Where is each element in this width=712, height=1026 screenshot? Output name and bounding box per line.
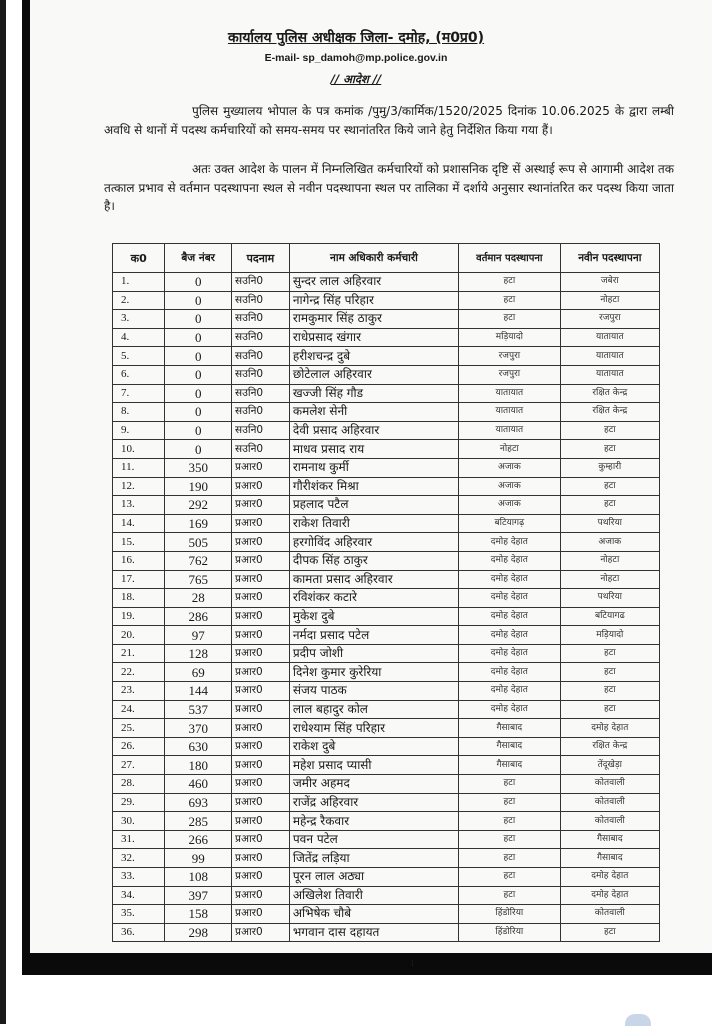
cell-new-posting: यातायात	[560, 328, 659, 347]
cell-current-posting: दमोह देहात	[459, 607, 561, 626]
cell-post: प्रआर0	[232, 644, 290, 663]
cell-post: प्रआर0	[232, 868, 290, 887]
paragraph-order	[104, 160, 674, 216]
cell-current-posting: अजाक	[459, 458, 561, 477]
cell-name: संजय पाठक	[289, 682, 458, 701]
cell-badge-number: 0	[165, 273, 232, 292]
cell-post: सउनि0	[232, 365, 290, 384]
cell-new-posting: रक्षित केन्द्र	[560, 737, 659, 756]
cell-serial: 22.	[113, 663, 165, 682]
cell-post: प्रआर0	[232, 737, 290, 756]
cell-current-posting: रजपुरा	[459, 347, 561, 366]
overlay-button-fragment	[625, 1014, 651, 1026]
left-dark-edge	[0, 0, 6, 1024]
cell-name: सुन्दर लाल अहिरवार	[289, 273, 458, 292]
cell-current-posting: अजाक	[459, 477, 561, 496]
cell-current-posting: हिंडोरिया	[459, 905, 561, 924]
cell-name: नागेन्द्र सिंह परिहार	[289, 291, 458, 310]
table-row	[113, 830, 660, 849]
header-new-posting: नवीन पदस्थापना	[560, 244, 659, 273]
table-row	[113, 719, 660, 738]
cell-badge-number: 0	[165, 440, 232, 459]
table-row	[113, 421, 660, 440]
cell-serial: 5.	[113, 347, 165, 366]
table-row	[113, 793, 660, 812]
table-row	[113, 328, 660, 347]
cell-serial: 10.	[113, 440, 165, 459]
cell-name: महेन्द्र रैकवार	[289, 812, 458, 831]
table-row	[113, 607, 660, 626]
header-serial: क0	[113, 244, 165, 273]
cell-serial: 24.	[113, 700, 165, 719]
office-email: E-mail- sp_damoh@mp.police.gov.in	[264, 52, 448, 64]
cell-badge-number: 292	[165, 496, 232, 515]
cell-badge-number: 0	[165, 310, 232, 329]
table-row	[113, 310, 660, 329]
cell-new-posting: गैसाबाद	[560, 830, 659, 849]
cell-badge-number: 762	[165, 551, 232, 570]
cell-current-posting: दमोह देहात	[459, 682, 561, 701]
cell-post: प्रआर0	[232, 849, 290, 868]
cell-new-posting: हटा	[560, 923, 659, 942]
cell-badge-number: 128	[165, 644, 232, 663]
table-row	[113, 626, 660, 645]
cell-badge-number: 0	[165, 328, 232, 347]
cell-name: कामता प्रसाद अहिरवार	[289, 570, 458, 589]
cell-badge-number: 99	[165, 849, 232, 868]
cell-serial: 27.	[113, 756, 165, 775]
cell-serial: 4.	[113, 328, 165, 347]
cell-new-posting: नोहटा	[560, 551, 659, 570]
cell-serial: 35.	[113, 905, 165, 924]
cell-new-posting: अजाक	[560, 533, 659, 552]
cell-post: प्रआर0	[232, 700, 290, 719]
header-post: पदनाम	[232, 244, 290, 273]
header-badge-number: बैज नंबर	[165, 244, 232, 273]
cell-name: रामकुमार सिंह ठाकुर	[289, 310, 458, 329]
cell-current-posting: दमोह देहात	[459, 663, 561, 682]
cell-current-posting: दमोह देहात	[459, 533, 561, 552]
cell-post: प्रआर0	[232, 477, 290, 496]
cell-badge-number: 0	[165, 291, 232, 310]
cell-new-posting: दमोह देहात	[560, 868, 659, 887]
cell-name: महेश प्रसाद प्यासी	[289, 756, 458, 775]
cell-badge-number: 630	[165, 737, 232, 756]
order-title: // आदेश //	[330, 72, 382, 86]
cell-serial: 19.	[113, 607, 165, 626]
table-row	[113, 570, 660, 589]
cell-post: सउनि0	[232, 384, 290, 403]
cell-post: प्रआर0	[232, 682, 290, 701]
cell-new-posting: नोहटा	[560, 570, 659, 589]
cell-badge-number: 397	[165, 886, 232, 905]
paragraph-reference	[104, 102, 674, 139]
cell-current-posting: अजाक	[459, 496, 561, 515]
cell-new-posting: तेंदूखेड़ा	[560, 756, 659, 775]
cell-current-posting: गैसाबाद	[459, 719, 561, 738]
table-row	[113, 775, 660, 794]
table-header-row	[113, 244, 660, 273]
cell-serial: 32.	[113, 849, 165, 868]
cell-badge-number: 97	[165, 626, 232, 645]
table-row	[113, 458, 660, 477]
office-title: कार्यालय पुलिस अधीक्षक जिला- दमोह, (म0प्र0)	[227, 30, 485, 46]
cell-badge-number: 298	[165, 923, 232, 942]
cell-name: राकेश दुबे	[289, 737, 458, 756]
cell-current-posting: हटा	[459, 793, 561, 812]
table-row	[113, 886, 660, 905]
table-row	[113, 440, 660, 459]
cell-current-posting: यातायात	[459, 421, 561, 440]
table-row	[113, 273, 660, 292]
cell-serial: 30.	[113, 812, 165, 831]
cell-name: जमीर अहमद	[289, 775, 458, 794]
cell-current-posting: रजपुरा	[459, 365, 561, 384]
cell-name: हरीशचन्द्र दुबे	[289, 347, 458, 366]
cell-post: सउनि0	[232, 403, 290, 422]
cell-badge-number: 765	[165, 570, 232, 589]
cell-name: गौरीशंकर मिश्रा	[289, 477, 458, 496]
cell-name: नर्मदा प्रसाद पटेल	[289, 626, 458, 645]
cell-new-posting: पथरिया	[560, 589, 659, 608]
cell-current-posting: हटा	[459, 849, 561, 868]
cell-serial: 18.	[113, 589, 165, 608]
cell-post: प्रआर0	[232, 496, 290, 515]
cell-name: छोटेलाल अहिरवार	[289, 365, 458, 384]
cell-post: सउनि0	[232, 328, 290, 347]
cell-serial: 29.	[113, 793, 165, 812]
cell-current-posting: हटा	[459, 273, 561, 292]
cell-new-posting: रक्षित केन्द्र	[560, 403, 659, 422]
cell-new-posting: यातायात	[560, 365, 659, 384]
cell-post: सउनि0	[232, 291, 290, 310]
cell-current-posting: यातायात	[459, 403, 561, 422]
cell-current-posting: हटा	[459, 291, 561, 310]
cell-new-posting: हटा	[560, 440, 659, 459]
cell-new-posting: यातायात	[560, 347, 659, 366]
page-number: 1	[410, 958, 415, 968]
cell-post: प्रआर0	[232, 905, 290, 924]
table-row	[113, 533, 660, 552]
cell-name: राधेश्याम सिंह परिहार	[289, 719, 458, 738]
cell-badge-number: 0	[165, 365, 232, 384]
table-row	[113, 589, 660, 608]
cell-new-posting: कोतवाली	[560, 775, 659, 794]
cell-post: सउनि0	[232, 421, 290, 440]
cell-post: प्रआर0	[232, 458, 290, 477]
cell-post: प्रआर0	[232, 775, 290, 794]
table-row	[113, 496, 660, 515]
cell-badge-number: 285	[165, 812, 232, 831]
cell-current-posting: हटा	[459, 830, 561, 849]
cell-current-posting: मड़ियादो	[459, 328, 561, 347]
cell-post: सउनि0	[232, 440, 290, 459]
cell-current-posting: हटा	[459, 775, 561, 794]
cell-new-posting: हटा	[560, 496, 659, 515]
cell-serial: 21.	[113, 644, 165, 663]
cell-new-posting: कोतवाली	[560, 905, 659, 924]
cell-badge-number: 0	[165, 347, 232, 366]
cell-badge-number: 169	[165, 514, 232, 533]
cell-new-posting: हटा	[560, 663, 659, 682]
cell-post: प्रआर0	[232, 886, 290, 905]
cell-name: देवी प्रसाद अहिरवार	[289, 421, 458, 440]
cell-post: प्रआर0	[232, 607, 290, 626]
cell-serial: 17.	[113, 570, 165, 589]
cell-post: प्रआर0	[232, 570, 290, 589]
cell-badge-number: 266	[165, 830, 232, 849]
cell-post: सउनि0	[232, 310, 290, 329]
cell-post: प्रआर0	[232, 719, 290, 738]
cell-badge-number: 69	[165, 663, 232, 682]
cell-name: रामनाथ कुर्मी	[289, 458, 458, 477]
cell-current-posting: दमोह देहात	[459, 626, 561, 645]
cell-current-posting: हटा	[459, 310, 561, 329]
cell-new-posting: हटा	[560, 421, 659, 440]
cell-badge-number: 0	[165, 384, 232, 403]
cell-name: अभिषेक चौबे	[289, 905, 458, 924]
header-name: नाम अधिकारी कर्मचारी	[289, 244, 458, 273]
cell-current-posting: हटा	[459, 812, 561, 831]
cell-name: पूरन लाल अठ्या	[289, 868, 458, 887]
cell-serial: 33.	[113, 868, 165, 887]
cell-new-posting: कुम्हारी	[560, 458, 659, 477]
table-row	[113, 347, 660, 366]
cell-serial: 31.	[113, 830, 165, 849]
cell-new-posting: दमोह देहात	[560, 886, 659, 905]
cell-name: राधेप्रसाद खंगार	[289, 328, 458, 347]
cell-serial: 3.	[113, 310, 165, 329]
cell-new-posting: गैसाबाद	[560, 849, 659, 868]
table-row	[113, 514, 660, 533]
cell-serial: 28.	[113, 775, 165, 794]
cell-new-posting: जबेरा	[560, 273, 659, 292]
cell-new-posting: मड़ियादो	[560, 626, 659, 645]
cell-badge-number: 537	[165, 700, 232, 719]
cell-new-posting: नोहटा	[560, 291, 659, 310]
cell-badge-number: 144	[165, 682, 232, 701]
cell-badge-number: 370	[165, 719, 232, 738]
cell-serial: 14.	[113, 514, 165, 533]
cell-name: खज्जी सिंह गौड	[289, 384, 458, 403]
cell-serial: 1.	[113, 273, 165, 292]
cell-current-posting: गैसाबाद	[459, 756, 561, 775]
cell-name: प्रहलाद पटैल	[289, 496, 458, 515]
cell-name: पवन पटेल	[289, 830, 458, 849]
cell-new-posting: हटा	[560, 477, 659, 496]
cell-current-posting: दमोह देहात	[459, 700, 561, 719]
cell-badge-number: 158	[165, 905, 232, 924]
cell-serial: 9.	[113, 421, 165, 440]
cell-post: सउनि0	[232, 273, 290, 292]
cell-post: प्रआर0	[232, 923, 290, 942]
cell-serial: 26.	[113, 737, 165, 756]
cell-name: मुकेश दुबे	[289, 607, 458, 626]
cell-new-posting: दमोह देहात	[560, 719, 659, 738]
cell-post: प्रआर0	[232, 663, 290, 682]
cell-serial: 7.	[113, 384, 165, 403]
cell-current-posting: हटा	[459, 868, 561, 887]
table-row	[113, 551, 660, 570]
cell-badge-number: 505	[165, 533, 232, 552]
table-row	[113, 644, 660, 663]
cell-name: हरगोविंद अहिरवार	[289, 533, 458, 552]
cell-serial: 13.	[113, 496, 165, 515]
cell-new-posting: हटा	[560, 644, 659, 663]
cell-serial: 16.	[113, 551, 165, 570]
cell-new-posting: पथरिया	[560, 514, 659, 533]
cell-serial: 25.	[113, 719, 165, 738]
table-row	[113, 737, 660, 756]
cell-current-posting: बटियागढ़	[459, 514, 561, 533]
cell-current-posting: हटा	[459, 886, 561, 905]
table-row	[113, 663, 660, 682]
cell-name: माधव प्रसाद राय	[289, 440, 458, 459]
cell-name: जितेंद्र लड़िया	[289, 849, 458, 868]
table-row	[113, 905, 660, 924]
cell-current-posting: हिंडोरिया	[459, 923, 561, 942]
cell-new-posting: कोतवाली	[560, 793, 659, 812]
cell-name: रविशंकर कटारे	[289, 589, 458, 608]
cell-post: प्रआर0	[232, 589, 290, 608]
cell-badge-number: 28	[165, 589, 232, 608]
cell-badge-number: 108	[165, 868, 232, 887]
cell-current-posting: गैसाबाद	[459, 737, 561, 756]
cell-post: प्रआर0	[232, 533, 290, 552]
cell-current-posting: दमोह देहात	[459, 589, 561, 608]
table-row	[113, 849, 660, 868]
cell-badge-number: 460	[165, 775, 232, 794]
cell-new-posting: बटियागढ	[560, 607, 659, 626]
table-row	[113, 812, 660, 831]
cell-serial: 12.	[113, 477, 165, 496]
cell-badge-number: 693	[165, 793, 232, 812]
cell-post: प्रआर0	[232, 793, 290, 812]
cell-current-posting: दमोह देहात	[459, 570, 561, 589]
cell-serial: 36.	[113, 923, 165, 942]
cell-name: भगवान दास दहायत	[289, 923, 458, 942]
cell-serial: 8.	[113, 403, 165, 422]
cell-current-posting: दमोह देहात	[459, 551, 561, 570]
cell-post: प्रआर0	[232, 830, 290, 849]
table-row	[113, 682, 660, 701]
cell-name: राजेंद्र अहिरवार	[289, 793, 458, 812]
table-body	[113, 273, 660, 942]
cell-serial: 11.	[113, 458, 165, 477]
cell-serial: 2.	[113, 291, 165, 310]
cell-name: दिनेश कुमार कुरेरिया	[289, 663, 458, 682]
cell-new-posting: हटा	[560, 700, 659, 719]
cell-badge-number: 180	[165, 756, 232, 775]
cell-name: अखिलेश तिवारी	[289, 886, 458, 905]
cell-post: प्रआर0	[232, 812, 290, 831]
table-row	[113, 403, 660, 422]
table-row	[113, 365, 660, 384]
table-row	[113, 477, 660, 496]
table-row	[113, 291, 660, 310]
cell-name: राकेश तिवारी	[289, 514, 458, 533]
cell-name: कमलेश सेनी	[289, 403, 458, 422]
cell-current-posting: दमोह देहात	[459, 644, 561, 663]
cell-post: प्रआर0	[232, 514, 290, 533]
cell-new-posting: रक्षित केन्द्र	[560, 384, 659, 403]
header-current-posting: वर्तमान पदस्थापना	[459, 244, 561, 273]
cell-name: दीपक सिंह ठाकुर	[289, 551, 458, 570]
cell-badge-number: 286	[165, 607, 232, 626]
cell-new-posting: हटा	[560, 682, 659, 701]
cell-serial: 20.	[113, 626, 165, 645]
table-row	[113, 384, 660, 403]
cell-current-posting: यातायात	[459, 384, 561, 403]
cell-new-posting: कोतवाली	[560, 812, 659, 831]
cell-current-posting: नोहटा	[459, 440, 561, 459]
cell-serial: 6.	[113, 365, 165, 384]
table-row	[113, 756, 660, 775]
table-row	[113, 868, 660, 887]
cell-name: प्रदीप जोशी	[289, 644, 458, 663]
table-row	[113, 923, 660, 942]
paragraph-1-text: पुलिस मुख्यालय भोपाल के पत्र कमांक /पुमु/3/कार्मिक/1520/2025 दिनांक 10.06.2025 के द्वारा लम्बी अवधि से थानों में पदस्थ कर्मचारियों को समय-समय पर स्थानांतरित किये जाने हेतु निर्देशित किया गया हैं।	[104, 104, 674, 137]
paragraph-2-text: अतः उक्त आदेश के पालन में निम्नलिखित कर्मचारियों को प्रशासनिक दृष्टि सें अस्थाई रूप से आगामी आदेश तक तत्काल प्रभाव से वर्तमान पदस्थापना स्थल से नवीन पदस्थापना स्थल पर तालिका में दर्शाये अनुसार स्थानांतरित कर पदस्थ किया जाता है।	[104, 162, 674, 213]
transfer-table	[112, 243, 660, 942]
cell-badge-number: 350	[165, 458, 232, 477]
cell-post: प्रआर0	[232, 756, 290, 775]
cell-serial: 15.	[113, 533, 165, 552]
cell-serial: 23.	[113, 682, 165, 701]
cell-post: प्रआर0	[232, 551, 290, 570]
cell-post: सउनि0	[232, 347, 290, 366]
table-row	[113, 700, 660, 719]
cell-serial: 34.	[113, 886, 165, 905]
cell-new-posting: रजपुरा	[560, 310, 659, 329]
cell-badge-number: 0	[165, 421, 232, 440]
cell-name: लाल बहादुर कोल	[289, 700, 458, 719]
cell-post: प्रआर0	[232, 626, 290, 645]
cell-badge-number: 0	[165, 403, 232, 422]
cell-badge-number: 190	[165, 477, 232, 496]
